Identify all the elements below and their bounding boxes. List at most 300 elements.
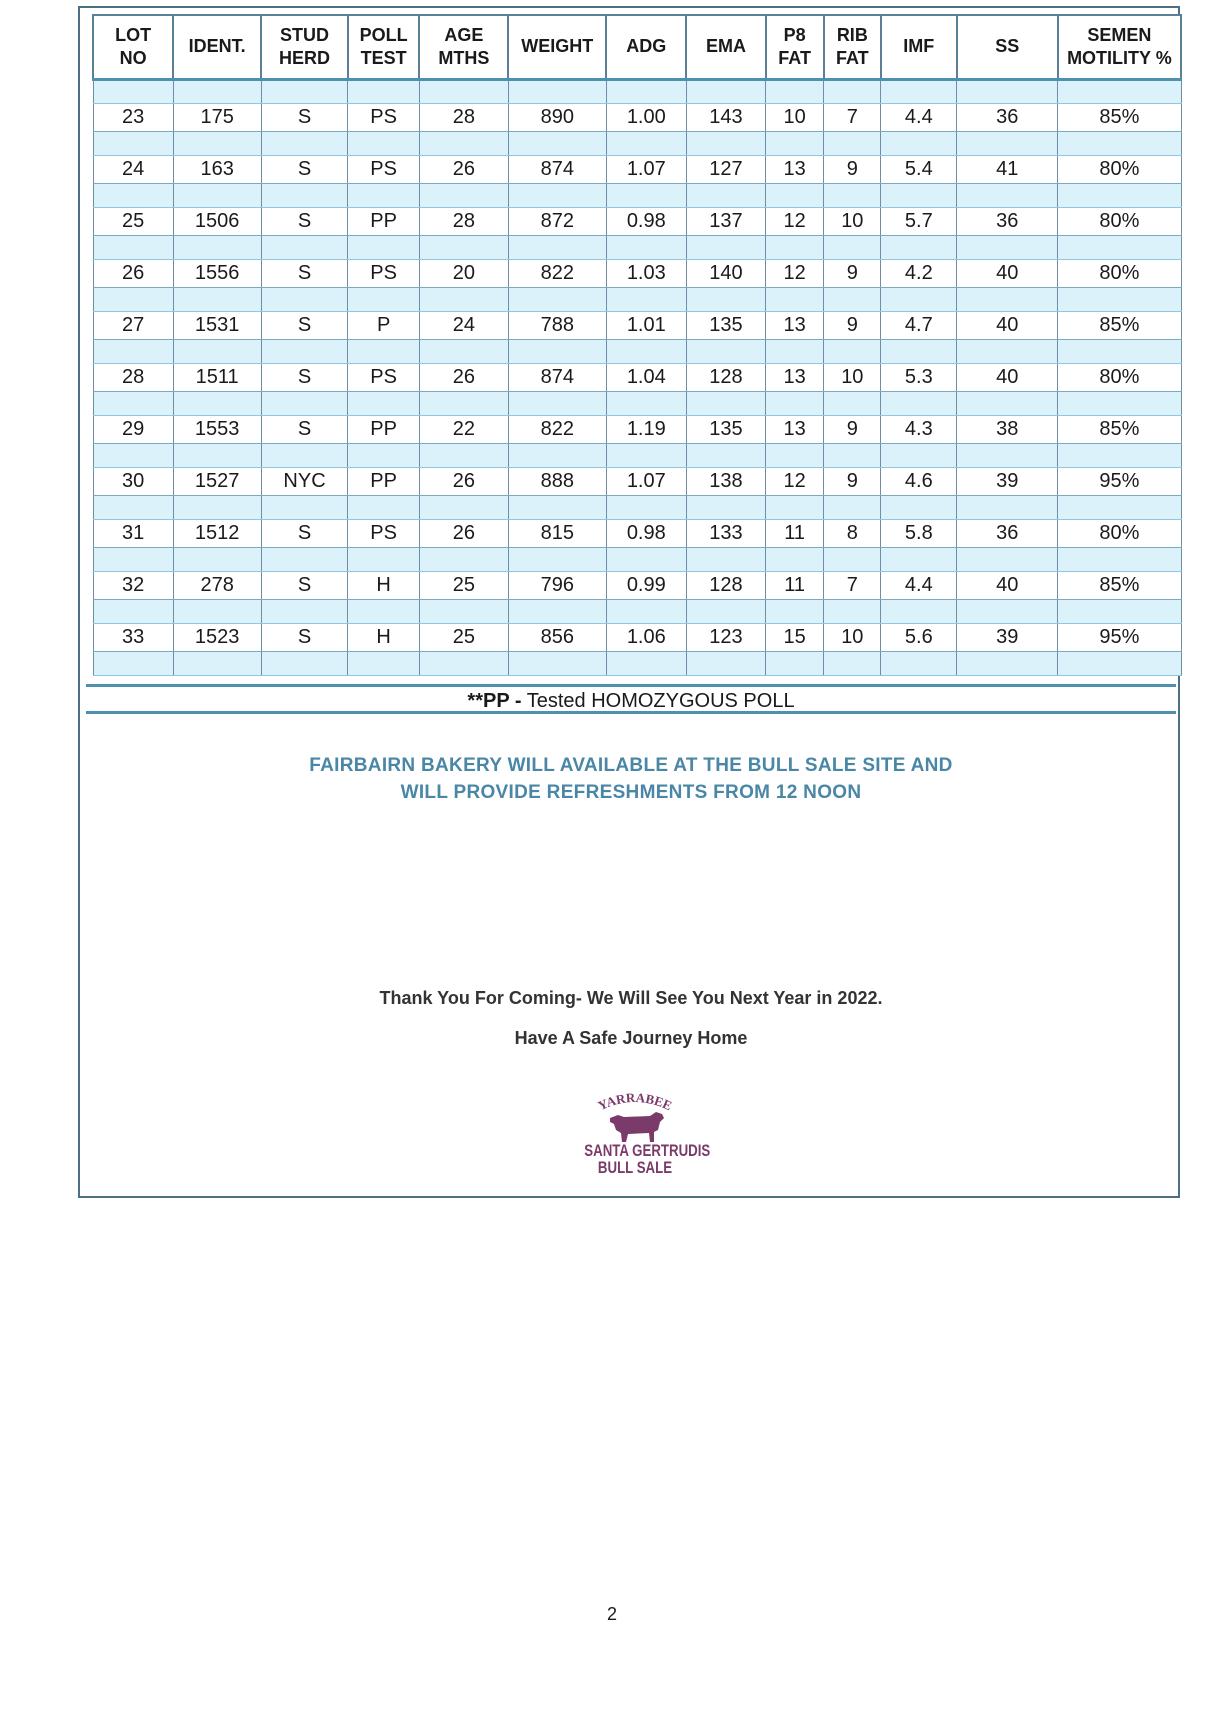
table-cell: 13 [766,363,824,391]
spacer-cell [1058,547,1181,571]
spacer-cell [686,131,765,155]
spacer-cell [606,235,686,259]
spacer-cell [348,495,419,519]
spacer-cell [348,183,419,207]
table-cell: 135 [686,311,765,339]
table-row [93,519,1181,547]
spacer-cell [824,339,881,363]
table-cell: 1.07 [606,467,686,495]
table-cell: 95% [1058,467,1181,495]
spacer-cell [824,495,881,519]
table-cell: 128 [686,571,765,599]
spacer-cell [881,183,957,207]
column-header-line: RIB [836,24,868,45]
svg-text:YARRABEE [596,1090,675,1113]
spacer-cell [348,391,419,415]
column-header [261,15,348,79]
spacer-cell [508,287,606,311]
table-cell: 80% [1058,207,1181,235]
spacer-cell [508,391,606,415]
table-cell: 0.99 [606,571,686,599]
spacer-cell [419,599,508,623]
table-cell: 0.98 [606,207,686,235]
spacer-row [93,131,1181,155]
table-cell: 10 [824,207,881,235]
table-cell: 10 [766,103,824,131]
table-cell: 25 [419,623,508,651]
table-cell: 1.06 [606,623,686,651]
table-cell: 5.4 [881,155,957,183]
table-cell: 41 [957,155,1058,183]
spacer-cell [348,443,419,467]
column-header-line: IMF [903,36,935,57]
spacer-cell [1058,495,1181,519]
table-cell: 133 [686,519,765,547]
spacer-cell [419,443,508,467]
column-header-line: SEMEN [1087,24,1152,45]
table-body [93,79,1181,675]
spacer-cell [606,443,686,467]
table-cell: S [261,623,348,651]
spacer-cell [686,79,765,103]
spacer-cell [1058,131,1181,155]
logo-arc-text: YARRABEE [595,1089,675,1114]
table-cell: PP [348,207,419,235]
spacer-cell [93,287,173,311]
spacer-cell [957,443,1058,467]
spacer-cell [1058,443,1181,467]
table-cell: 1553 [173,415,261,443]
spacer-cell [686,443,765,467]
table-cell: 796 [508,571,606,599]
spacer-cell [348,547,419,571]
spacer-cell [957,287,1058,311]
table-cell: 1506 [173,207,261,235]
column-header [93,15,173,79]
spacer-cell [957,79,1058,103]
table-cell: 143 [686,103,765,131]
spacer-cell [261,495,348,519]
spacer-cell [824,547,881,571]
spacer-cell [881,339,957,363]
spacer-row [93,651,1181,675]
spacer-cell [686,547,765,571]
spacer-cell [766,183,824,207]
table-cell: 4.2 [881,259,957,287]
spacer-cell [766,599,824,623]
spacer-cell [686,391,765,415]
spacer-cell [508,339,606,363]
table-cell: 4.6 [881,467,957,495]
table-cell: 95% [1058,623,1181,651]
logo-line-1: SANTA GERTRUDIS [584,1141,711,1160]
table-cell: 135 [686,415,765,443]
table-cell: 85% [1058,571,1181,599]
table-row [93,571,1181,599]
spacer-cell [824,183,881,207]
table-cell: 872 [508,207,606,235]
column-header-line: ADG [626,36,667,57]
table-cell: 40 [957,311,1058,339]
spacer-cell [508,183,606,207]
table-row [93,155,1181,183]
table-cell: 85% [1058,103,1181,131]
table-cell: 39 [957,467,1058,495]
column-header-line: HERD [279,47,331,68]
spacer-cell [766,235,824,259]
spacer-cell [348,131,419,155]
spacer-cell [881,235,957,259]
note-prefix: **PP - [467,690,522,712]
spacer-cell [419,183,508,207]
table-cell: 0.98 [606,519,686,547]
table-row [93,207,1181,235]
table-cell: 10 [824,363,881,391]
spacer-cell [173,287,261,311]
table-cell: 80% [1058,519,1181,547]
column-header [957,15,1058,79]
table-cell: S [261,415,348,443]
spacer-cell [508,79,606,103]
table-cell: 12 [766,467,824,495]
spacer-cell [173,443,261,467]
table-cell: 175 [173,103,261,131]
spacer-cell [508,235,606,259]
table-cell: 128 [686,363,765,391]
column-header [824,15,881,79]
table-cell: 9 [824,311,881,339]
spacer-cell [173,339,261,363]
table-cell: H [348,623,419,651]
spacer-cell [686,599,765,623]
spacer-cell [606,391,686,415]
spacer-cell [348,287,419,311]
table-cell: 5.3 [881,363,957,391]
spacer-cell [881,443,957,467]
spacer-row [93,183,1181,207]
spacer-cell [1058,79,1181,103]
spacer-cell [606,183,686,207]
column-header-line: P8 [783,24,806,45]
table-cell: 80% [1058,363,1181,391]
table-cell: 9 [824,467,881,495]
column-header-line: FAT [835,47,869,68]
table-cell: 12 [766,207,824,235]
column-header-line: POLL [359,24,408,45]
table-cell: 40 [957,571,1058,599]
table-cell: 1556 [173,259,261,287]
table-cell: 24 [419,311,508,339]
logo-text [584,1141,711,1177]
spacer-cell [766,79,824,103]
spacer-cell [261,391,348,415]
column-header-line: WEIGHT [521,36,594,57]
table-cell: 140 [686,259,765,287]
table-cell: 13 [766,311,824,339]
spacer-cell [824,599,881,623]
column-header [1058,15,1181,79]
table-cell: 11 [766,519,824,547]
table-cell: 1.01 [606,311,686,339]
table-cell: 1531 [173,311,261,339]
spacer-cell [348,339,419,363]
spacer-cell [93,547,173,571]
spacer-cell [766,443,824,467]
table-cell: PS [348,519,419,547]
spacer-cell [957,391,1058,415]
table-cell: 20 [419,259,508,287]
spacer-cell [1058,287,1181,311]
spacer-cell [173,599,261,623]
bakery-notice [80,752,1182,806]
spacer-cell [508,599,606,623]
spacer-cell [686,235,765,259]
table-cell: 890 [508,103,606,131]
column-header-line: IDENT. [188,36,246,57]
logo-line-2: BULL SALE [597,1158,673,1177]
table-cell: 29 [93,415,173,443]
spacer-cell [957,599,1058,623]
table-cell: 36 [957,519,1058,547]
spacer-cell [173,651,261,675]
table-cell: PS [348,155,419,183]
thank-you-message [80,978,1182,1058]
spacer-cell [1058,651,1181,675]
column-header-line: FAT [778,47,811,68]
table-cell: 10 [824,623,881,651]
table-cell: 28 [419,207,508,235]
table-cell: 28 [93,363,173,391]
spacer-cell [1058,235,1181,259]
column-header-line: SS [995,36,1020,57]
table-header-row [93,15,1181,79]
table-cell: 822 [508,259,606,287]
table-cell: PS [348,103,419,131]
spacer-cell [508,495,606,519]
column-header [348,15,419,79]
column-header [686,15,765,79]
column-header [173,15,261,79]
table-cell: S [261,363,348,391]
spacer-cell [419,79,508,103]
spacer-cell [93,183,173,207]
spacer-cell [93,79,173,103]
table-cell: 5.6 [881,623,957,651]
spacer-cell [508,651,606,675]
spacer-row [93,391,1181,415]
table-cell: 1.07 [606,155,686,183]
spacer-cell [686,651,765,675]
table-cell: 1511 [173,363,261,391]
table-cell: NYC [261,467,348,495]
table-cell: 26 [419,467,508,495]
spacer-cell [419,287,508,311]
spacer-cell [606,131,686,155]
spacer-cell [766,131,824,155]
spacer-cell [957,131,1058,155]
spacer-cell [261,339,348,363]
spacer-cell [93,651,173,675]
table-cell: 4.3 [881,415,957,443]
bakery-line-1: FAIRBAIRN BAKERY WILL AVAILABLE AT THE BULL SALE SITE AND [309,755,953,776]
yarrabee-logo [570,1088,711,1188]
table-row [93,415,1181,443]
spacer-cell [686,495,765,519]
spacer-cell [881,287,957,311]
spacer-cell [606,547,686,571]
spacer-cell [881,651,957,675]
column-header-line: MTHS [438,47,490,68]
table-cell: 1.03 [606,259,686,287]
table-cell: S [261,103,348,131]
table-cell: 127 [686,155,765,183]
spacer-cell [173,547,261,571]
table-cell: 874 [508,363,606,391]
table-row [93,259,1181,287]
column-header-line: EMA [705,36,746,57]
spacer-cell [93,391,173,415]
spacer-cell [508,131,606,155]
spacer-cell [766,339,824,363]
column-header-line: MOTILITY % [1067,47,1172,68]
spacer-cell [957,183,1058,207]
spacer-cell [1058,183,1181,207]
table-cell: 25 [93,207,173,235]
table-cell: 137 [686,207,765,235]
spacer-cell [686,183,765,207]
table-cell: 36 [957,103,1058,131]
spacer-cell [881,391,957,415]
table-cell: 80% [1058,259,1181,287]
column-header-line: TEST [360,47,407,68]
column-header-line: LOT [115,24,152,45]
table-row [93,311,1181,339]
table-cell: 12 [766,259,824,287]
spacer-cell [824,391,881,415]
spacer-cell [419,651,508,675]
spacer-row [93,79,1181,103]
spacer-cell [824,443,881,467]
thanks-line-1: Thank You For Coming- We Will See You Next Year in 2022. [379,988,883,1008]
table-cell: 24 [93,155,173,183]
spacer-cell [93,599,173,623]
spacer-cell [957,651,1058,675]
spacer-cell [606,79,686,103]
spacer-row [93,599,1181,623]
spacer-cell [957,235,1058,259]
spacer-cell [881,495,957,519]
spacer-cell [881,79,957,103]
table-cell: H [348,571,419,599]
table-cell: 80% [1058,155,1181,183]
spacer-cell [419,391,508,415]
table-cell: S [261,155,348,183]
table-cell: 9 [824,155,881,183]
spacer-cell [686,339,765,363]
spacer-cell [824,79,881,103]
table-cell: 888 [508,467,606,495]
spacer-cell [606,287,686,311]
spacer-cell [348,651,419,675]
spacer-cell [1058,391,1181,415]
column-header [766,15,824,79]
table-cell: 1.19 [606,415,686,443]
table-cell: 25 [419,571,508,599]
table-cell: 4.4 [881,103,957,131]
table-cell: PS [348,259,419,287]
table-cell: 26 [93,259,173,287]
sale-sheet [78,6,1180,1198]
bull-data-table [92,14,1182,676]
spacer-cell [93,495,173,519]
column-header [881,15,957,79]
spacer-cell [261,547,348,571]
table-cell: 22 [419,415,508,443]
table-cell: S [261,207,348,235]
spacer-cell [881,599,957,623]
spacer-cell [686,287,765,311]
spacer-cell [93,443,173,467]
spacer-cell [348,235,419,259]
spacer-cell [766,391,824,415]
table-cell: S [261,311,348,339]
table-cell: 31 [93,519,173,547]
spacer-cell [419,547,508,571]
spacer-cell [173,495,261,519]
table-cell: 9 [824,259,881,287]
table-cell: 788 [508,311,606,339]
spacer-cell [173,235,261,259]
spacer-row [93,287,1181,311]
spacer-cell [824,651,881,675]
table-cell: 9 [824,415,881,443]
spacer-cell [766,651,824,675]
spacer-cell [261,443,348,467]
spacer-cell [766,495,824,519]
spacer-cell [606,339,686,363]
spacer-row [93,547,1181,571]
table-cell: 33 [93,623,173,651]
column-header-line: NO [119,47,147,68]
table-cell: 30 [93,467,173,495]
table-cell: 13 [766,415,824,443]
table-cell: 28 [419,103,508,131]
spacer-cell [173,391,261,415]
table-cell: 38 [957,415,1058,443]
table-cell: 26 [419,155,508,183]
spacer-cell [173,183,261,207]
table-cell: 163 [173,155,261,183]
spacer-cell [93,339,173,363]
spacer-cell [261,131,348,155]
spacer-cell [957,495,1058,519]
spacer-cell [881,547,957,571]
table-cell: P [348,311,419,339]
table-cell: 5.8 [881,519,957,547]
column-header [606,15,686,79]
spacer-row [93,339,1181,363]
spacer-row [93,235,1181,259]
table-cell: 23 [93,103,173,131]
spacer-cell [881,131,957,155]
table-cell: 856 [508,623,606,651]
table-row [93,623,1181,651]
spacer-cell [824,235,881,259]
table-cell: 4.4 [881,571,957,599]
table-cell: 11 [766,571,824,599]
table-cell: 822 [508,415,606,443]
bull-icon [570,1088,700,1146]
